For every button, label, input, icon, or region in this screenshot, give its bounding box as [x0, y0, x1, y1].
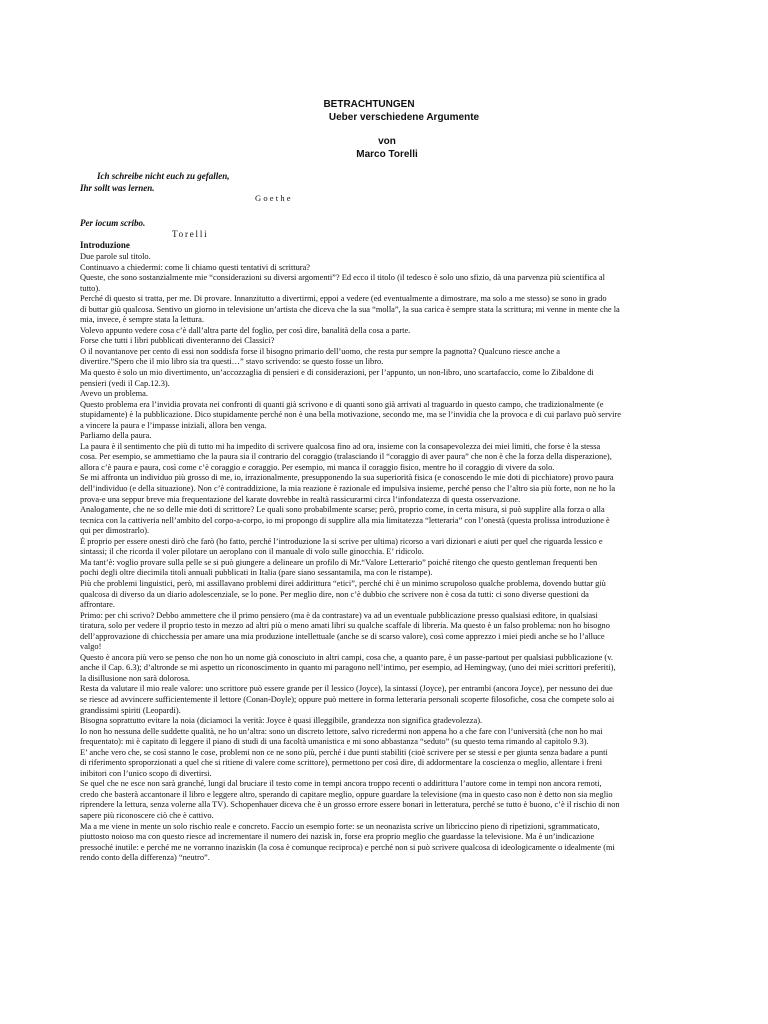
body-line: Avevo un problema. — [80, 389, 148, 399]
body-line: cosa. Per esempio, se ammettiamo che la paura sia il contrario del coraggio (tralasciando il “coraggio di aver paura” che non è che la forza della disperazione), — [80, 452, 612, 462]
epigraph — [80, 170, 230, 194]
body-line: divertire.”Spero che il mio libro sia tra questi…” stavo scrivendo: se questo fosse un libro. — [80, 357, 384, 367]
body-line: qualcosa di diverso da un diario adolescenziale, se lo pone. Per meglio dire, non c’è dubbio che scrivere non è cosa da tutti: ci sono diverse questioni da — [80, 589, 589, 599]
body-line: Perché di questo si tratta, per me. Di provare. Innanzitutto a divertirmi, eppoi a vedere (ed eventualmente a dimostrare, ma solo a me stesso) se sono in grado — [80, 294, 607, 304]
body-line: Più che problemi linguistici, però, mi assillavano problemi direi addirittura “etici”, perché chi è un minimo scrupoloso qualche problema, dovendo buttar giù — [80, 578, 606, 588]
body-line: riprendere la lettura, senza volerne alla TV). Schopenhauer diceva che è un grosso errore essere bonari in letteratura, perché se tutto è buono, c’è il rischio di non — [80, 800, 620, 810]
body-line: dell’individuo (e della situazione). Non c’è contraddizione, la mia reazione è razionale ed impulsiva insieme, perché penso che l’altro sia più forte, non ne ho la — [80, 484, 616, 494]
body-line: grandissimi spiriti (Leopardi). — [80, 705, 181, 715]
author-preposition: von — [378, 136, 396, 147]
body-line: tiratura, solo per vedere il proprio testo in mezzo ad altri più o meno amati libri su qualche scaffale di libreria. Ma questo è un falso problema: non ho bisogno — [80, 621, 610, 631]
body-line: E’ anche vero che, se così stanno le cose, problemi non ce ne sono più, perché i due punti stabiliti (cioè scrivere per se stessi e per giunta senza badare a punti — [80, 747, 608, 757]
body-line: sintassi; il che ricorda il voler pilotare un aeroplano con il manuale di volo sulle ginocchia. E’ ridicolo. — [80, 547, 424, 557]
body-line: a vincere la paura e l’impasse iniziali, allora ben venga. — [80, 420, 267, 430]
dedication: Per iocum scribo. — [80, 218, 146, 228]
body-line: credo che basterà accantonare il libro e leggere altro, sperando di capitare meglio, oppure guardare la televisione (ma in questo caso non è detto non sia meglio — [80, 789, 613, 799]
body-line: Resta da valutare il mio reale valore: uno scrittore può essere grande per il lessico (Joyce), la sintassi (Joyce), per entrambi (ancora Joyce), per nessuno dei due — [80, 684, 613, 694]
body-line: Due parole sul titolo. — [80, 252, 151, 261]
body-line: prova-e una seppur breve mia frequentazione del karate dovrebbe in realtà rassicurarmi circa l’infondatezza di questa osservazione. — [80, 494, 521, 504]
body-line: O il novantanove per cento di essi non soddisfa forse il bisogno primario dell’uomo, che resta pur sempre la pagnotta? Qualcuno riesce anche a — [80, 346, 561, 356]
body-line: stupidamente) è la pubblicazione. Dico stupidamente perché non è una bella motivazione, secondo me, ma se l’invidia che la provoca e di cui parlavo può servire — [80, 410, 621, 420]
body-line: pressoché inutile: e perché me ne vorranno inaziskin (la cosa è comunque reciproca) e perché non si può scrivere qualcosa di ideologicamente o idealmente (mi — [80, 842, 615, 852]
signature: Torelli — [172, 229, 209, 239]
body-line: Continuavo a chiedermi: come li chiamo questi tentativi di scrittura? — [80, 262, 311, 272]
body-line: Ma questo è solo un mio divertimento, un’accozzaglia di pensieri e di considerazioni, per l’appunto, un non-libro, uno scartafaccio, come lo Zibaldone di — [80, 368, 594, 378]
body-line: Analogamente, che ne so delle mie doti di scrittore? Le quali sono probabilmente scarse; però, proprio come, in certa misura, si può supplire alla forza o alla — [80, 505, 605, 515]
body-line: anche il Cap. 6.3); d’altronde se mi aspetto un riconoscimento in quanto mi paragono nell’intimo, per esempio, ad Hemingway, (uno dei miei scrittori preferiti), — [80, 663, 616, 673]
body-line: di buttar giù qualcosa. Sentivo un giorno in televisione un’artista che diceva che la sua “molla”, la sua carica è sempre stata la scrittura; mi venne in mente che la — [80, 304, 620, 314]
body-line: la disillusione non sarà dolorosa. — [80, 673, 191, 683]
body-line: La paura è il sentimento che più di tutto mi ha impedito di scrivere qualcosa fino ad ora, insieme con la consapevolezza dei miei limiti, che forse è la stessa — [80, 441, 601, 451]
body-line: se riesce ad avvincere sufficientemente il lettore (Conan-Doyle); oppure può mettere in forma letteraria personali scoperte filosofiche, cosa che compete solo ai — [80, 694, 615, 704]
body-text — [80, 252, 718, 864]
body-line: piuttosto noioso ma con questo riesce ad incrementare il numero dei nazisk in, forse era proprio meglio che guardasse la televisione. Ma è un’indicazione — [80, 832, 595, 842]
body-line: rendo conto della differenza) “neutro”. — [80, 853, 210, 863]
epigraph-line-2: Ihr sollt was lernen. — [80, 183, 155, 193]
body-line: Ma a me viene in mente un solo rischio reale e concreto. Faccio un esempio forte: se un neonazista scrive un libriccino pieno di ripetizioni, sgrammaticato, — [80, 821, 600, 831]
body-line: Primo: per chi scrivo? Debbo ammettere che il primo pensiero (ma è da contrastare) va ad un eventuale pubblicazione presso qualsiasi editore, in qualsiasi — [80, 610, 598, 620]
body-line: Queste, che sono sostanzialmente mie “considerazioni su diversi argomenti”? Ed ecco il titolo (il tedesco è solo uno sfizio, dà una parvenza più scientifica al — [80, 273, 605, 283]
body-line: dell’approvazione di chicchessia per amare una mia produzione intellettuale (anche se di scarso valore), così come apprezzo i miei piedi anche se ho l’alluce — [80, 631, 605, 641]
document-title: BETRACHTUNGEN — [323, 99, 415, 110]
author-name: Marco Torelli — [356, 148, 418, 160]
body-line: di riferimento sproporzionati a quel che si ritiene di valere come scrittore), permettono per così dire, di addormentare la coscienza o meglio, allentare i freni — [80, 758, 603, 768]
epigraph-author: Goethe — [255, 193, 293, 203]
body-line: mia, invece, è sempre stata la lettura. — [80, 315, 204, 325]
body-line: inibitori con l’unico scopo di divertirsi. — [80, 768, 212, 778]
body-line: Questo problema era l’invidia provata nei confronti di quanti già scrivono e di quanti sono già arrivati al traguardo in questo campo, che tradizionalmente (e — [80, 399, 604, 409]
section-heading: Introduzione — [80, 240, 130, 250]
body-line: tutto). — [80, 283, 101, 293]
body-line: pochi degli oltre diecimila titoli annuali pubblicati in Italia (pare siano sessantamila, ma con le ristampe). — [80, 568, 433, 578]
body-line: Forse che tutti i libri pubblicati diventeranno dei Classici? — [80, 336, 275, 346]
body-line: Volevo appunto vedere cosa c’è dall’altra parte del foglio, per così dire, banalità della cosa a parte. — [80, 325, 411, 335]
body-line: Se mi affronta un individuo più grosso di me, io, irrazionalmente, presupponendo la sua superiorità fisica (e conoscendo le mie doti di picchiatore) provo paura — [80, 473, 614, 483]
body-line: Questo è ancora più vero se penso che non ho un nome già conosciuto in altri campi, cosa che, a quanto pare, è un passe-partout per qualsiasi pubblicazione (v. — [80, 652, 613, 662]
title-block — [0, 99, 768, 161]
body-line: Bisogna soprattutto evitare la noia (diciamoci la verità: Joyce è quasi illeggibile, grandezza non significa gradevolezza). — [80, 716, 483, 726]
epigraph-line-1: Ich schreibe nicht euch zu gefallen, — [97, 171, 230, 181]
body-line: affrontare. — [80, 600, 115, 610]
body-line: tecnica con la cattiveria nell’ambito del corpo-a-corpo, io mi propongo di supplire alla mia limitatezza “letteraria” con l’onestà (questa prolissa introduzione è — [80, 515, 610, 525]
body-line: pensieri (vedi il Cap.12.3). — [80, 378, 170, 388]
body-line: Se quel che ne esce non sarà granché, lungi dal bruciare il testo come in tempi ancora troppo recenti o addirittura l’autore come in tempi non ancora remoti, — [80, 779, 602, 789]
body-line: Ma tant’è: voglio provare sulla pelle se si può giungere a delineare un profilo di Mr.“Valore Letterario” poiché ritengo che questo gentleman frequenti ben — [80, 557, 598, 567]
body-line: qui per dimostrarlo). — [80, 526, 150, 536]
body-line: valgo! — [80, 642, 102, 652]
body-line: Parliamo della paura. — [80, 431, 152, 441]
document-subtitle: Ueber verschiedene Argumente — [328, 111, 480, 123]
body-line: Io non ho nessuna delle suddette qualità, ne ho un’altra: sono un discreto lettore, salvo ricredermi non appena ho a che fare con l’università (che non ho mai — [80, 726, 603, 736]
body-line: sapere più riconoscere ciò che è cattivo. — [80, 810, 214, 820]
body-line: allora c’è paura e paura, così come c’è coraggio e coraggio. Per esempio, mi manca il coraggio fisico, mentre ho il coraggio di vivere da solo. — [80, 462, 555, 472]
body-line: È proprio per essere onesti dirò che farò (ho fatto, perché l’introduzione la si scrive per ultima) ricorso a vari dizionari e aiuti per quel che riguarda lessico e — [80, 536, 603, 546]
body-line: frequentato): mi è capitato di leggere il piano di studi di una facoltà umanistica e mi sono abbastanza “seduto” (su questo tema rimando al capitolo 9.3). — [80, 737, 589, 747]
